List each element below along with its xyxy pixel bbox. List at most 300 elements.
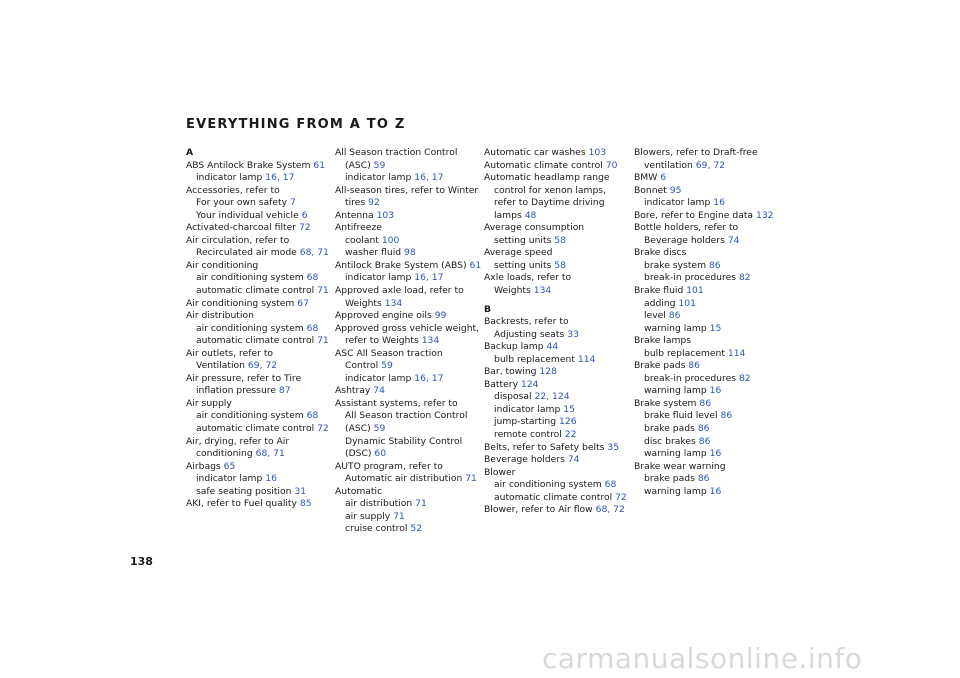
entry-term: (DSC) [345,448,372,460]
page-reference-link[interactable]: 58 [554,234,566,246]
entry-term: warning lamp [644,385,707,397]
page-reference-link[interactable]: 86 [698,435,711,447]
entry-term: automatic climate control [196,423,315,435]
entry-term: Battery [484,378,519,390]
entry-term: (ASC) [345,159,371,171]
index-entry [186,185,334,198]
entry-term: air conditioning system [494,479,602,491]
page-reference-link[interactable]: 134 [421,335,440,347]
entry-term: air supply [345,510,391,522]
page-reference-link[interactable]: 86 [708,259,721,271]
entry-term: conditioning [196,448,253,460]
page-reference-link[interactable]: 71 [317,285,329,297]
entry-term: Belts, refer to Safety belts [484,441,605,453]
index-entry [186,436,334,449]
watermark: carmanualsonline.info [542,642,863,675]
index-entry [186,260,334,273]
entry-term: Bottle holders, refer to [634,222,739,234]
index-subentry [484,260,632,273]
entry-term: Weights [494,285,531,297]
entry-term: setting units [494,234,552,246]
index-entry [186,373,334,386]
index-column-4 [634,147,782,498]
page-reference-link[interactable]: 87 [278,385,291,397]
page-reference-link[interactable]: 16 [265,473,277,485]
index-entry [634,210,782,223]
entry-term: adding [644,297,676,309]
entry-term: jump-starting [494,416,557,428]
page-reference-link[interactable]: 126 [559,416,577,428]
entry-term: Blower, refer to Air flow [484,504,593,516]
entry-term: warning lamp [644,322,707,334]
index-subentry [335,272,483,285]
page-reference-link[interactable]: 31 [294,485,307,497]
index-entry [335,385,483,398]
page-reference-link[interactable]: 15 [563,403,575,415]
index-entry [634,185,782,198]
index-subentry [335,511,483,524]
index-subentry [484,391,632,404]
index-subentry [335,523,483,536]
index-subentry [186,423,334,436]
index-subentry [634,436,782,449]
entry-term: indicator lamp [196,473,263,485]
page-reference-link[interactable]: 16, 17 [265,172,295,184]
index-subentry [186,272,334,285]
page-reference-link[interactable]: 72 [615,491,627,503]
entry-term: indicator lamp [345,372,412,384]
page-reference-link[interactable]: 16, 17 [414,272,444,284]
page-reference-link[interactable]: 86 [697,473,710,485]
index-subentry [335,436,483,449]
entry-term: Air conditioning system [186,297,295,309]
index-column-1 [186,147,334,511]
entry-term: indicator lamp [345,272,412,284]
entry-term: Antenna [335,209,374,221]
index-entry [335,147,483,160]
index-entry [335,260,483,273]
index-subentry [634,373,782,386]
page-reference-link[interactable]: 16 [709,485,722,497]
entry-term: Air distribution [186,310,254,322]
entry-term: Automatic headlamp range [484,172,610,184]
page-reference-link[interactable]: 22, 124 [534,391,570,403]
entry-term: Axle loads, refer to [484,272,572,284]
index-entry [484,379,632,392]
index-subentry [335,473,483,486]
entry-term: Average consumption [484,222,585,234]
page-reference-link[interactable]: 16, 17 [414,372,444,384]
page-reference-link[interactable]: 33 [567,328,579,340]
entry-term: Weights [345,297,382,309]
entry-term: automatic climate control [196,285,315,297]
entry-term: safe seating position [196,485,292,497]
entry-term: refer to Daytime driving [494,197,605,209]
index-subentry [186,448,334,461]
index-subentry [335,373,483,386]
index-entry [634,398,782,411]
index-subentry [634,473,782,486]
page-reference-link[interactable]: 134 [384,297,403,309]
index-subentry [634,385,782,398]
index-entry [484,467,632,480]
page-reference-link[interactable]: 48 [524,209,537,221]
index-subentry [634,310,782,323]
index-subentry [484,479,632,492]
entry-term: Backup lamp [484,341,544,353]
entry-term: coolant [345,234,379,246]
page-reference-link[interactable]: 101 [678,297,696,309]
index-entry [634,360,782,373]
page-reference-link[interactable]: 103 [588,147,607,158]
index-subentry [335,360,483,373]
entry-term: Backrests, refer to [484,316,569,328]
index-subentry [634,197,782,210]
index-subentry [484,492,632,505]
entry-term: Assistant systems, refer to [335,397,458,409]
index-entry [484,366,632,379]
index-subentry [335,160,483,173]
page-reference-link[interactable]: 69, 72 [695,159,726,171]
page-reference-link[interactable]: 72 [298,222,311,234]
page-reference-link[interactable]: 71 [415,498,427,510]
index-entry [634,285,782,298]
index-entry [484,247,632,260]
entry-term: Your individual vehicle [196,209,299,221]
index-subentry [634,486,782,499]
entry-term: B [484,303,492,315]
entry-term: Air supply [186,397,232,409]
index-subentry [335,423,483,436]
page-reference-link[interactable]: 67 [297,297,309,309]
page-reference-link[interactable]: 68 [306,272,319,284]
page-reference-link[interactable]: 16 [713,197,725,209]
entry-term: Brake lamps [634,335,692,347]
page-reference-link[interactable]: 61 [313,159,326,171]
entry-term: ASC All Season traction [335,347,443,359]
entry-term: lamps [494,209,522,221]
page-reference-link[interactable]: 52 [410,523,423,535]
page-reference-link[interactable]: 68 [306,322,319,334]
page-reference-link[interactable]: 6 [301,209,308,221]
index-subentry [484,285,632,298]
entry-term: Air conditioning [186,259,259,271]
section-letter [484,304,632,317]
entry-term: air distribution [345,498,413,510]
page-reference-link[interactable]: 22 [564,429,577,441]
index-subentry [186,247,334,260]
entry-term: level [644,310,666,322]
entry-term: bulb replacement [644,347,725,359]
page-reference-link[interactable]: 92 [368,197,380,209]
entry-term: disc brakes [644,435,696,447]
index-entry [484,341,632,354]
entry-term: Automatic car washes [484,147,586,158]
entry-term: Ashtray [335,385,371,397]
page-reference-link[interactable]: 86 [697,423,710,435]
page-reference-link[interactable]: 35 [607,441,620,453]
entry-term: Average speed [484,247,553,259]
entry-term: Recirculated air mode [196,247,297,259]
page-reference-link[interactable]: 59 [373,159,386,171]
page-reference-link[interactable]: 16, 17 [414,172,444,184]
index-entry [484,172,632,185]
index-entry [186,461,334,474]
entry-term: Beverage holders [484,454,565,466]
page-reference-link[interactable]: 71 [393,510,405,522]
entry-term: BMW [634,172,658,184]
index-entry [335,323,483,336]
index-subentry [484,235,632,248]
page-reference-link[interactable]: 86 [699,397,712,409]
index-entry [634,461,782,474]
index-entry [186,298,334,311]
page-reference-link[interactable]: 82 [738,272,751,284]
entry-term: refer to Weights [345,335,419,347]
entry-term: For your own safety [196,197,288,209]
page-reference-link[interactable]: 59 [373,423,386,435]
page-reference-link[interactable]: 85 [299,498,312,510]
index-subentry [186,285,334,298]
entry-term: Air outlets, refer to [186,347,274,359]
page-reference-link[interactable]: 70 [605,159,618,171]
index-subentry [484,197,632,210]
index-subentry [335,410,483,423]
entry-term: Beverage holders [644,234,725,246]
index-entry [484,504,632,517]
entry-term: Accessories, refer to [186,184,280,196]
entry-term: Approved axle load, refer to [335,285,464,297]
page-reference-link[interactable]: 71 [465,473,477,485]
entry-term: indicator lamp [494,403,561,415]
entry-term: break-in procedures [644,272,737,284]
entry-term: Automatic air distribution [345,473,463,485]
index-subentry [335,235,483,248]
index-entry [634,147,782,160]
index-subentry [634,348,782,361]
page-reference-link[interactable]: 101 [686,285,704,297]
index-entry [335,210,483,223]
entry-term: Bonnet [634,184,667,196]
entry-term: brake system [644,259,707,271]
entry-term: bulb replacement [494,353,575,365]
entry-term: Ventilation [196,360,245,372]
index-subentry [335,335,483,348]
entry-term: automatic climate control [494,491,613,503]
index-subentry [634,260,782,273]
page-reference-link[interactable]: 86 [688,360,700,372]
index-entry [335,185,483,198]
entry-term: warning lamp [644,485,707,497]
index-entry [634,247,782,260]
index-subentry [634,423,782,436]
page-reference-link[interactable]: 16 [709,448,722,460]
index-entry [484,454,632,467]
entry-term: All Season traction Control [335,147,458,158]
entry-term: Air pressure, refer to Tire [186,372,302,384]
page-reference-link[interactable]: 114 [577,353,596,365]
page-reference-link[interactable]: 72 [317,423,329,435]
index-entry [484,160,632,173]
index-entry [186,348,334,361]
index-entry [484,222,632,235]
page-reference-link[interactable]: 74 [373,385,385,397]
entry-term: A [186,147,194,158]
index-subentry [634,160,782,173]
entry-term: Bore, refer to Engine data [634,209,754,221]
index-subentry [335,247,483,260]
page-reference-link[interactable]: 128 [539,366,557,378]
index-subentry [335,298,483,311]
entry-term: inflation pressure [196,385,276,397]
index-subentry [186,197,334,210]
entry-term: setting units [494,259,552,271]
entry-term: disposal [494,391,532,403]
index-subentry [634,298,782,311]
entry-term: Brake system [634,397,697,409]
index-entry [484,272,632,285]
page-reference-link[interactable]: 124 [520,378,539,390]
entry-term: All-season tires, refer to Winter [335,184,479,196]
page-reference-link[interactable]: 68 [604,479,617,491]
entry-term: Air, drying, refer to Air [186,435,290,447]
page-reference-link[interactable]: 86 [720,410,733,422]
entry-term: (ASC) [345,423,371,435]
entry-term: indicator lamp [644,197,711,209]
page-reference-link[interactable]: 58 [554,259,566,271]
page-reference-link[interactable]: 68 [306,410,319,422]
page-reference-link[interactable]: 74 [567,454,580,466]
entry-term: air conditioning system [196,322,304,334]
index-entry [484,316,632,329]
page-reference-link[interactable]: 44 [546,341,559,353]
index-entry [186,398,334,411]
page-reference-link[interactable]: 86 [668,310,681,322]
entry-term: Airbags [186,460,221,472]
index-subentry [484,354,632,367]
page-reference-link[interactable]: 95 [669,184,682,196]
entry-term: Brake discs [634,247,687,259]
page-reference-link[interactable]: 103 [376,209,395,221]
index-subentry [186,473,334,486]
page-reference-link[interactable]: 98 [404,247,416,259]
page-reference-link[interactable]: 15 [709,322,722,334]
page-reference-link[interactable]: 68, 72 [595,504,625,516]
index-entry [335,461,483,474]
page-reference-link[interactable]: 99 [434,310,447,322]
entry-term: Brake pads [634,360,686,372]
entry-term: air conditioning system [196,410,304,422]
entry-term: automatic climate control [196,335,315,347]
entry-term: ventilation [644,159,693,171]
index-entry [186,160,334,173]
page-reference-link[interactable]: 114 [727,347,746,359]
index-subentry [484,429,632,442]
index-subentry [186,172,334,185]
page-reference-link[interactable]: 71 [317,335,329,347]
index-subentry [634,272,782,285]
index-subentry [335,498,483,511]
index-entry [634,335,782,348]
index-subentry [186,335,334,348]
index-column-3 [484,147,632,517]
page-reference-link[interactable]: 59 [381,360,393,372]
entry-term: washer fluid [345,247,402,259]
index-entry [335,222,483,235]
entry-term: Control [345,360,379,372]
page-reference-link[interactable]: 82 [738,372,751,384]
entry-term: Brake fluid [634,285,684,297]
index-entry [484,442,632,455]
entry-term: Activated-charcoal filter [186,222,297,234]
index-entry [335,348,483,361]
index-subentry [186,210,334,223]
index-entry [335,310,483,323]
entry-term: AKI, refer to Fuel quality [186,498,297,510]
page-reference-link[interactable]: 100 [381,234,400,246]
page-reference-link[interactable]: 68, 71 [299,247,329,259]
index-subentry [335,197,483,210]
entry-term: brake pads [644,423,695,435]
page-reference-link[interactable]: 69, 72 [247,360,278,372]
index-entry [335,398,483,411]
index-subentry [186,385,334,398]
index-subentry [186,360,334,373]
entry-term: Antifreeze [335,222,382,234]
page-reference-link[interactable]: 6 [660,172,667,184]
entry-term: Dynamic Stability Control [345,435,463,447]
entry-term: cruise control [345,523,408,535]
entry-term: Blowers, refer to Draft-free [634,147,758,158]
entry-term: warning lamp [644,448,707,460]
index-entry [335,486,483,499]
page-reference-link[interactable]: 7 [290,197,296,209]
index-subentry [634,323,782,336]
entry-term: All Season traction Control [345,410,468,422]
index-subentry [484,185,632,198]
page-title: EVERYTHING FROM A TO Z [186,117,406,132]
entry-term: control for xenon lamps, [494,184,606,196]
index-entry [335,285,483,298]
index-subentry [335,448,483,461]
entry-term: ABS Antilock Brake System [186,159,311,171]
page-reference-link[interactable]: 132 [755,209,774,221]
entry-term: tires [345,197,366,209]
index-subentry [484,416,632,429]
page-reference-link[interactable]: 68, 71 [255,448,285,460]
entry-term: Approved gross vehicle weight, [335,322,480,334]
page-reference-link[interactable]: 61 [469,259,482,271]
entry-term: indicator lamp [196,172,263,184]
page-reference-link[interactable]: 60 [374,448,387,460]
page-reference-link[interactable]: 74 [727,234,740,246]
index-entry [186,310,334,323]
entry-term: brake pads [644,473,695,485]
entry-term: Automatic [335,485,383,497]
index-entry [634,222,782,235]
entry-term: Adjusting seats [494,328,565,340]
entry-term: Blower [484,466,516,478]
page-reference-link[interactable]: 65 [223,460,236,472]
index-entry [186,235,334,248]
entry-term: brake fluid level [644,410,718,422]
page-reference-link[interactable]: 134 [533,285,552,297]
page-reference-link[interactable]: 16 [709,385,722,397]
index-subentry [484,329,632,342]
index-subentry [186,410,334,423]
index-subentry [634,410,782,423]
index-column-2 [335,147,483,536]
